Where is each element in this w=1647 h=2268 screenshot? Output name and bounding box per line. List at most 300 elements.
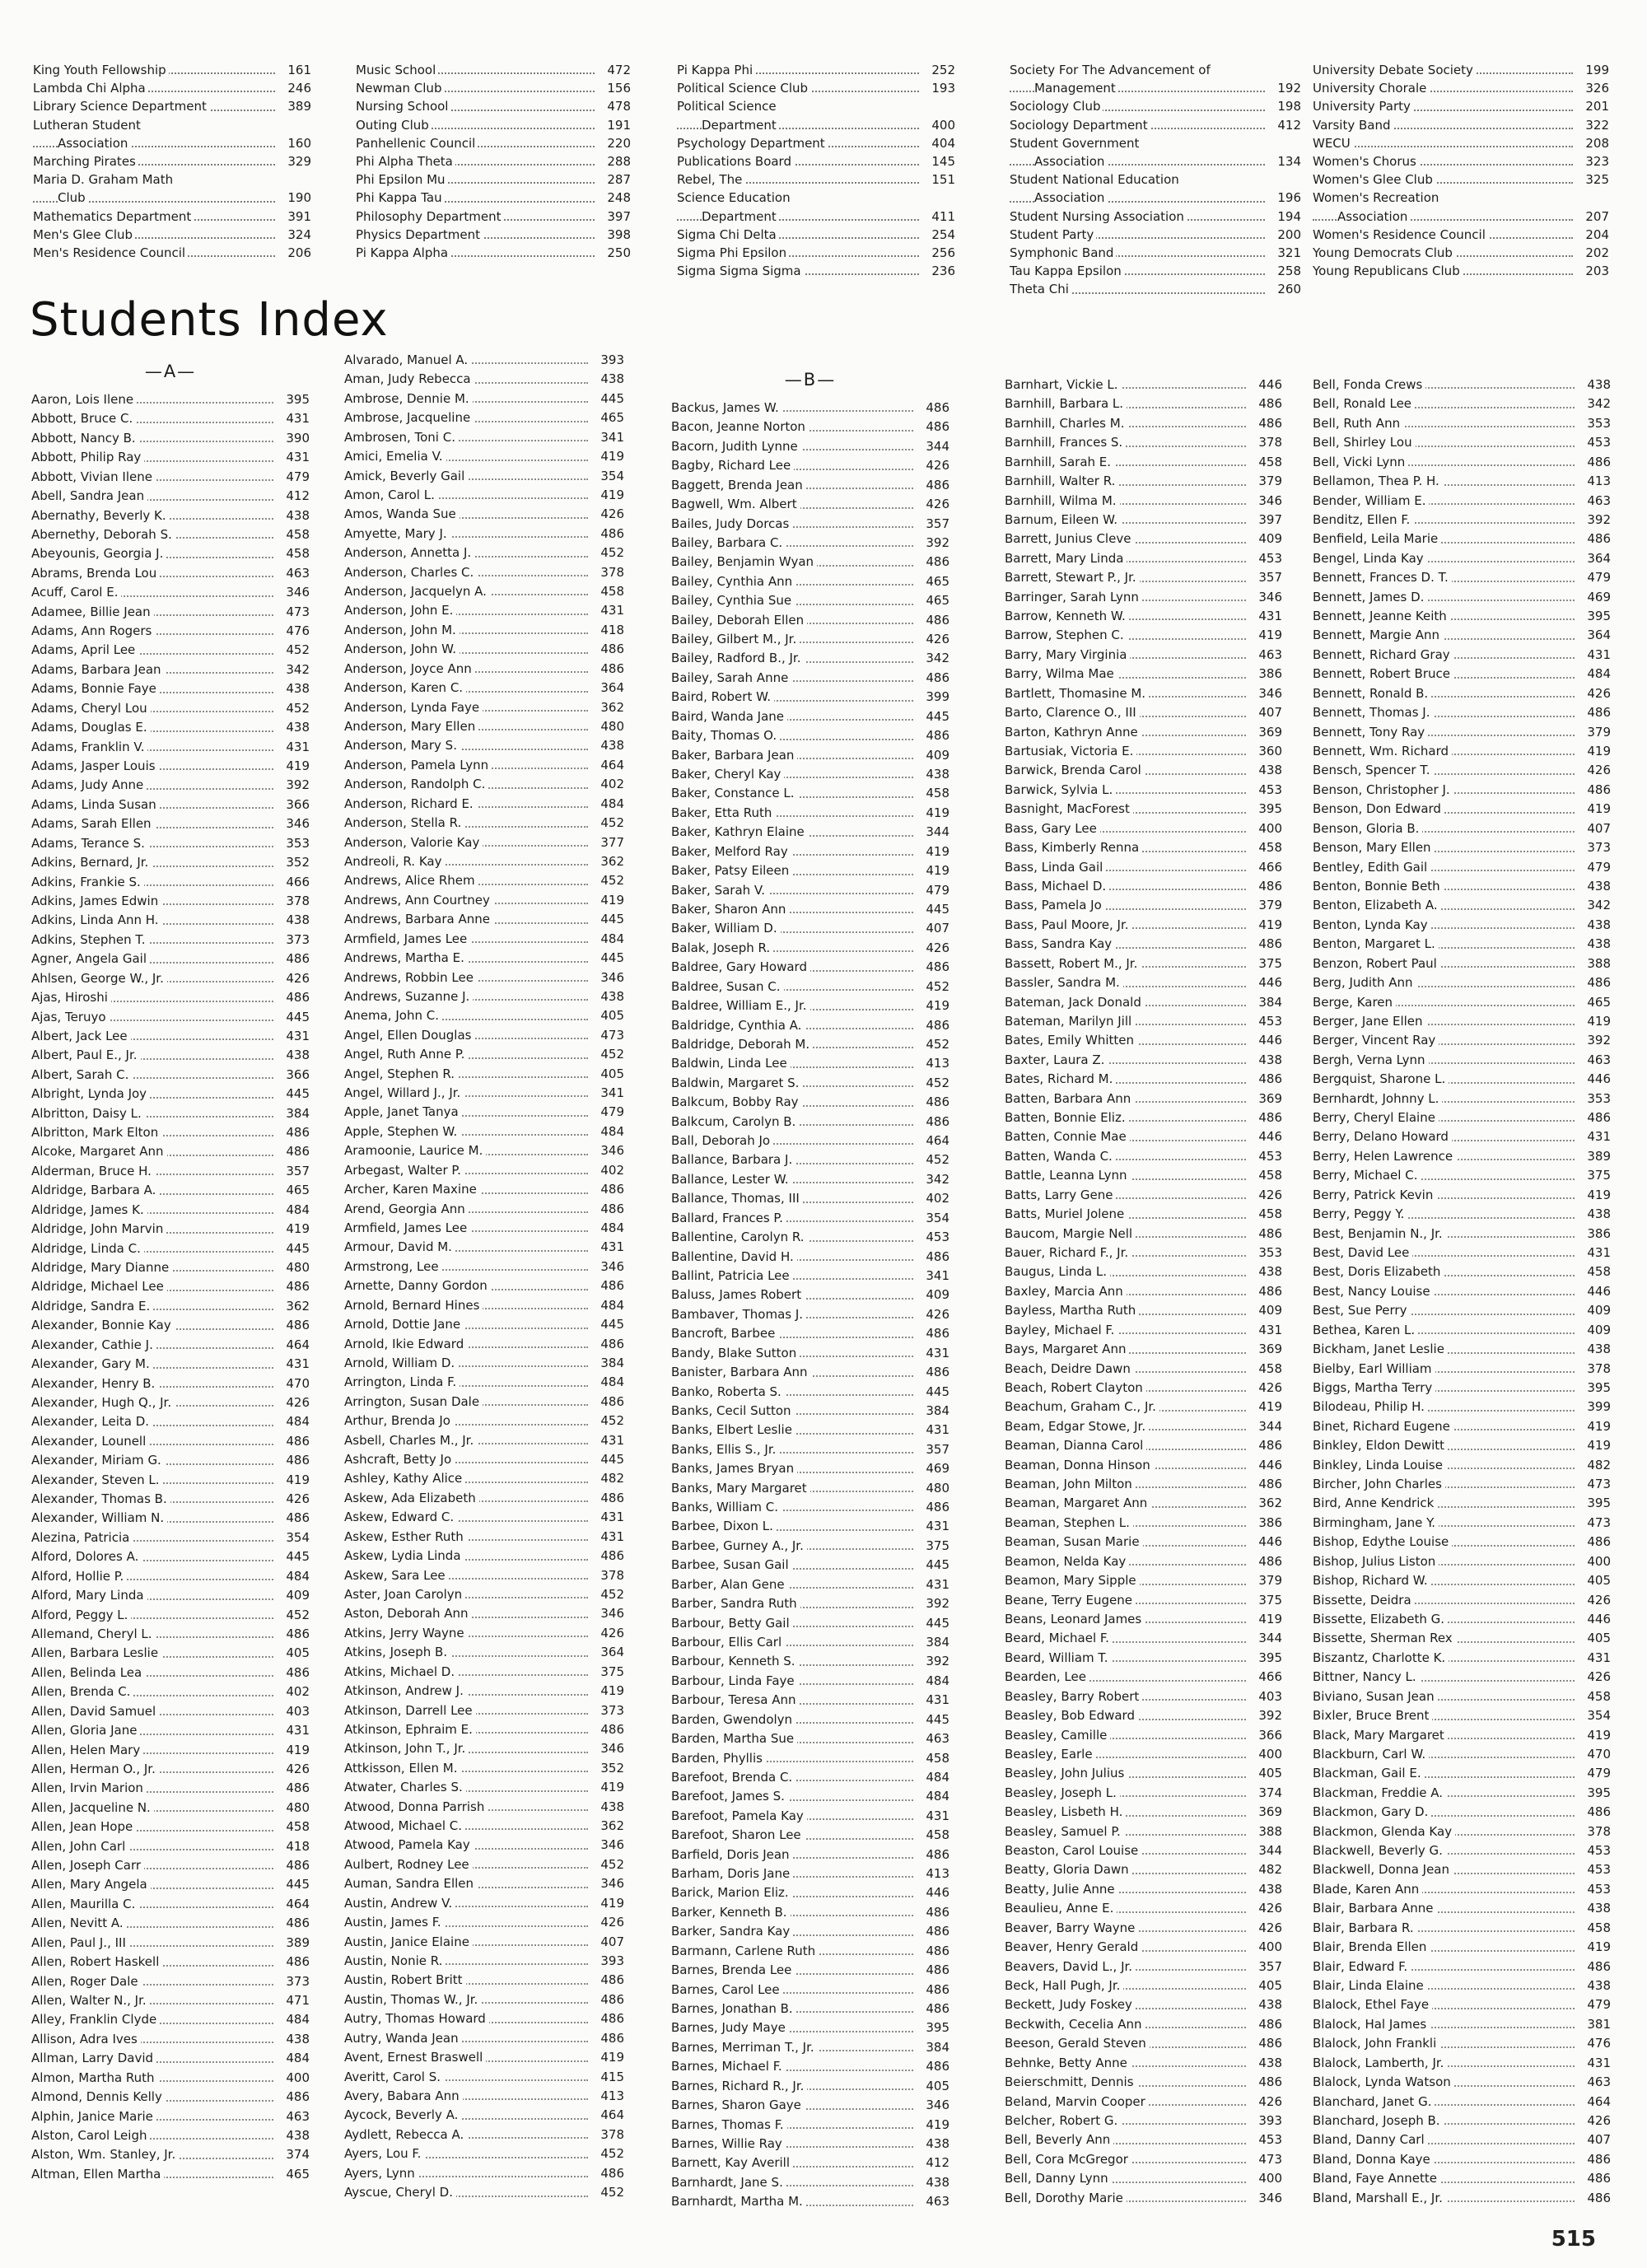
student-name: Anderson, Lynda Faye bbox=[344, 700, 483, 715]
index-entry bbox=[344, 1219, 624, 1238]
student-page: 445 bbox=[923, 1614, 949, 1633]
student-page: 431 bbox=[923, 1575, 949, 1594]
index-entry bbox=[1313, 1591, 1611, 1610]
student-page: 419 bbox=[923, 996, 949, 1015]
org-entry bbox=[1010, 79, 1301, 97]
index-entry bbox=[671, 418, 949, 436]
student-name: Blalock, Hal James bbox=[1313, 2017, 1430, 2032]
org-entry bbox=[1010, 262, 1301, 280]
org-entry bbox=[356, 244, 631, 262]
index-entry bbox=[671, 1363, 949, 1382]
index-entry bbox=[344, 2183, 624, 2202]
org-entry bbox=[1010, 116, 1301, 134]
student-page: 446 bbox=[1256, 1533, 1282, 1552]
student-page: 426 bbox=[1256, 1899, 1282, 1918]
student-page: 486 bbox=[1256, 1225, 1282, 1244]
index-entry bbox=[671, 476, 949, 495]
index-entry bbox=[1005, 742, 1282, 761]
student-name: Alexander, Thomas B. bbox=[31, 1491, 170, 1506]
student-name: Berry, Patrick Kevin bbox=[1313, 1188, 1436, 1202]
student-name: Aman, Judy Rebecca bbox=[344, 371, 474, 386]
index-entry bbox=[344, 1065, 624, 1084]
index-entry bbox=[1313, 2015, 1611, 2034]
student-page: 362 bbox=[598, 1817, 624, 1836]
student-name: Best, Nancy Louise bbox=[1313, 1284, 1434, 1299]
org-page: 193 bbox=[931, 79, 955, 97]
index-entry bbox=[344, 1508, 624, 1527]
student-name: Arend, Georgia Ann bbox=[344, 1202, 469, 1216]
index-entry bbox=[1313, 1668, 1611, 1687]
org-name: Panhellenic Council bbox=[356, 136, 478, 151]
student-name: Blackmon, Gary D. bbox=[1313, 1804, 1431, 1819]
index-entry bbox=[1313, 1571, 1611, 1590]
index-entry bbox=[671, 1344, 949, 1363]
student-page: 431 bbox=[923, 1344, 949, 1363]
student-name: Abbott, Philip Ray bbox=[31, 450, 144, 464]
index-entry bbox=[344, 1817, 624, 1836]
student-page: 463 bbox=[283, 2107, 310, 2126]
index-entry bbox=[344, 814, 624, 833]
student-page: 486 bbox=[923, 1942, 949, 1961]
index-entry bbox=[1005, 549, 1282, 568]
student-page: 446 bbox=[1584, 1070, 1611, 1089]
index-entry bbox=[344, 1122, 624, 1141]
org-name: Varsity Band bbox=[1313, 118, 1393, 133]
student-page: 484 bbox=[598, 930, 624, 949]
student-page: 431 bbox=[598, 1238, 624, 1257]
student-name: Bennett, Frances D. T. bbox=[1313, 570, 1452, 585]
index-entry bbox=[1313, 1090, 1611, 1108]
student-name: Bassett, Robert M., Jr. bbox=[1005, 956, 1141, 971]
index-entry bbox=[31, 2165, 310, 2184]
index-entry bbox=[1005, 2189, 1282, 2208]
org-name: University Debate Society bbox=[1313, 63, 1476, 77]
student-name: Baldwin, Linda Lee bbox=[671, 1056, 791, 1071]
student-page: 484 bbox=[923, 1768, 949, 1787]
index-entry bbox=[1005, 1668, 1282, 1687]
student-name: Bissette, Sherman Rex bbox=[1313, 1631, 1456, 1645]
student-name: Avery, Babara Ann bbox=[344, 2088, 463, 2103]
student-name: Bartusiak, Victoria E. bbox=[1005, 744, 1136, 758]
student-page: 395 bbox=[1584, 1494, 1611, 1513]
index-entry bbox=[31, 1586, 310, 1605]
index-entry bbox=[344, 833, 624, 852]
index-entry bbox=[1005, 1995, 1282, 2014]
student-name: Armstrong, Lee bbox=[344, 1259, 442, 1274]
index-entry bbox=[671, 1074, 949, 1093]
student-page: 431 bbox=[598, 601, 624, 620]
org-page: 324 bbox=[287, 226, 311, 244]
student-page: 445 bbox=[923, 1383, 949, 1402]
student-page: 438 bbox=[598, 736, 624, 755]
student-page: 431 bbox=[283, 738, 310, 757]
index-entry bbox=[1313, 1552, 1611, 1571]
student-page: 364 bbox=[1584, 626, 1611, 645]
index-entry bbox=[31, 1336, 310, 1355]
student-page: 473 bbox=[283, 603, 310, 622]
index-entry bbox=[1005, 1803, 1282, 1822]
index-entry bbox=[1005, 433, 1282, 452]
student-name: Beasley, Camille bbox=[1005, 1728, 1110, 1743]
student-name: Bailey, Cynthia Sue bbox=[671, 593, 795, 608]
student-name: Berge, Karen bbox=[1313, 995, 1396, 1010]
student-name: Beland, Marvin Cooper bbox=[1005, 2094, 1149, 2109]
index-entry bbox=[344, 1200, 624, 1219]
student-page: 446 bbox=[1256, 1127, 1282, 1146]
student-page: 412 bbox=[923, 2154, 949, 2172]
student-name: Baxter, Laura Z. bbox=[1005, 1052, 1108, 1067]
index-entry bbox=[1313, 973, 1611, 992]
student-page: 366 bbox=[283, 796, 310, 814]
index-entry bbox=[1005, 1090, 1282, 1108]
student-page: 395 bbox=[1256, 1649, 1282, 1668]
index-entry bbox=[31, 2107, 310, 2126]
student-page: 452 bbox=[923, 978, 949, 996]
student-name: Baker, William D. bbox=[671, 921, 781, 936]
student-name: Barnes, Merriman T., Jr. bbox=[671, 2040, 818, 2055]
student-page: 486 bbox=[598, 1720, 624, 1739]
student-name: Alley, Franklin Clyde bbox=[31, 2012, 160, 2027]
student-name: Alexander, Miriam G. bbox=[31, 1453, 165, 1468]
index-entry bbox=[31, 1142, 310, 1161]
student-page: 354 bbox=[598, 467, 624, 486]
student-name: Beach, Robert Clayton bbox=[1005, 1380, 1146, 1395]
org-entry bbox=[33, 134, 311, 152]
student-page: 402 bbox=[923, 1189, 949, 1208]
student-page: 438 bbox=[283, 679, 310, 698]
student-name: Beane, Terry Eugene bbox=[1005, 1593, 1136, 1608]
student-page: 386 bbox=[1256, 665, 1282, 684]
index-entry bbox=[31, 1181, 310, 1200]
index-entry bbox=[344, 1547, 624, 1566]
student-name: Arrington, Linda F. bbox=[344, 1374, 460, 1389]
index-entry bbox=[1005, 954, 1282, 973]
student-page: 438 bbox=[1584, 935, 1611, 954]
index-entry bbox=[671, 996, 949, 1015]
org-entry bbox=[677, 244, 955, 262]
index-entry bbox=[1005, 1301, 1282, 1320]
student-page: 438 bbox=[923, 2173, 949, 2192]
student-page: 473 bbox=[1584, 1514, 1611, 1533]
student-name: Barwick, Sylvia L. bbox=[1005, 782, 1116, 797]
org-page: 256 bbox=[931, 244, 955, 262]
student-page: 458 bbox=[923, 1826, 949, 1845]
student-page: 378 bbox=[598, 2126, 624, 2144]
student-page: 446 bbox=[923, 1883, 949, 1902]
student-name: Allen, Barbara Leslie bbox=[31, 1645, 161, 1660]
student-page: 445 bbox=[923, 707, 949, 726]
student-name: Berger, Vincent Ray bbox=[1313, 1033, 1439, 1048]
student-name: Baker, Patsy Eileen bbox=[671, 863, 792, 878]
student-page: 373 bbox=[283, 1972, 310, 1991]
org-entry bbox=[356, 79, 631, 97]
student-page: 486 bbox=[598, 1990, 624, 2009]
index-entry bbox=[1313, 1976, 1611, 1995]
student-page: 438 bbox=[1256, 1051, 1282, 1070]
student-name: Blalock, Lynda Watson bbox=[1313, 2074, 1454, 2089]
student-name: Bell, Beverly Ann bbox=[1005, 2132, 1113, 2147]
index-entry bbox=[31, 1277, 310, 1296]
org-page: 329 bbox=[287, 152, 311, 170]
index-entry bbox=[1313, 703, 1611, 722]
student-page: 453 bbox=[1256, 781, 1282, 800]
student-page: 445 bbox=[598, 910, 624, 929]
student-name: Beard, Michael F. bbox=[1005, 1631, 1113, 1645]
org-page: 287 bbox=[607, 170, 631, 189]
student-page: 357 bbox=[1256, 568, 1282, 587]
student-name: Barnhart, Vickie L. bbox=[1005, 377, 1122, 392]
org-entry bbox=[356, 152, 631, 170]
student-page: 445 bbox=[923, 1710, 949, 1729]
index-entry bbox=[1005, 1649, 1282, 1668]
student-page: 412 bbox=[283, 487, 310, 506]
student-name: Balkcum, Carolyn B. bbox=[671, 1114, 799, 1129]
index-entry bbox=[344, 1855, 624, 1874]
student-page: 484 bbox=[923, 1787, 949, 1806]
student-name: Allen, Nevitt A. bbox=[31, 1916, 127, 1930]
student-name: Biszantz, Charlotte K. bbox=[1313, 1650, 1449, 1665]
student-name: Bays, Margaret Ann bbox=[1005, 1342, 1129, 1356]
student-name: Aldridge, Barbara A. bbox=[31, 1183, 159, 1197]
index-entry bbox=[1005, 1958, 1282, 1976]
student-page: 453 bbox=[1256, 1147, 1282, 1166]
student-name: Barnes, Judy Maye bbox=[671, 2020, 789, 2035]
student-page: 419 bbox=[598, 1682, 624, 1701]
index-entry bbox=[31, 1875, 310, 1894]
student-name: Atkinson, Andrew J. bbox=[344, 1683, 467, 1698]
student-name: Banks, Ellis S., Jr. bbox=[671, 1442, 779, 1457]
org-entry bbox=[356, 134, 631, 152]
index-entry bbox=[1005, 1262, 1282, 1281]
student-name: Aulbert, Rodney Lee bbox=[344, 1857, 473, 1872]
student-name: Barnes, Sharon Gaye bbox=[671, 2098, 805, 2112]
student-name: Blair, Brenda Ellen bbox=[1313, 1939, 1430, 1954]
org-entry bbox=[677, 170, 955, 189]
student-name: Bailey, Radford B., Jr. bbox=[671, 651, 805, 665]
student-name: Acuff, Carol E. bbox=[31, 585, 121, 600]
org-entry bbox=[33, 61, 311, 79]
student-page: 486 bbox=[923, 1113, 949, 1132]
index-entry bbox=[1313, 2112, 1611, 2130]
index-column bbox=[1313, 376, 1611, 2208]
index-entry bbox=[344, 1933, 624, 1952]
student-name: Bergh, Verna Lynn bbox=[1313, 1052, 1429, 1067]
student-page: 486 bbox=[923, 553, 949, 572]
org-name: Publications Board bbox=[677, 154, 794, 169]
student-name: Anderson, Pamela Lynn bbox=[344, 758, 492, 772]
student-page: 426 bbox=[598, 1624, 624, 1643]
student-name: Bell, Cora McGregor bbox=[1005, 2152, 1131, 2167]
student-name: Bender, William E. bbox=[1313, 493, 1429, 508]
student-page: 484 bbox=[923, 1672, 949, 1691]
student-name: Atwood, Donna Parrish bbox=[344, 1799, 488, 1814]
student-page: 484 bbox=[283, 1201, 310, 1220]
student-page: 409 bbox=[1256, 1301, 1282, 1320]
student-name: Blair, Edward F. bbox=[1313, 1959, 1411, 1974]
org-name: Sigma Sigma Sigma bbox=[677, 264, 804, 278]
student-name: Battle, Leanna Lynn bbox=[1005, 1168, 1131, 1183]
student-name: Anderson, John E. bbox=[344, 603, 456, 618]
student-page: 373 bbox=[598, 1701, 624, 1720]
student-page: 486 bbox=[598, 1335, 624, 1354]
index-entry bbox=[671, 1286, 949, 1304]
student-name: Behnke, Betty Anne bbox=[1005, 2056, 1131, 2070]
index-entry bbox=[31, 1856, 310, 1875]
student-name: Beatty, Gloria Dawn bbox=[1005, 1862, 1132, 1877]
student-name: Andreoli, R. Kay bbox=[344, 854, 445, 869]
student-page: 419 bbox=[283, 1220, 310, 1239]
org-name: King Youth Fellowship bbox=[33, 63, 169, 77]
org-entry bbox=[356, 61, 631, 79]
index-entry bbox=[1313, 607, 1611, 626]
index-entry bbox=[671, 1324, 949, 1343]
index-entry bbox=[31, 1760, 310, 1779]
index-entry bbox=[31, 1412, 310, 1431]
index-entry bbox=[344, 1624, 624, 1643]
student-name: Bambaver, Thomas J. bbox=[671, 1307, 806, 1322]
index-entry bbox=[31, 873, 310, 892]
org-name: Department bbox=[702, 209, 779, 224]
index-entry bbox=[1313, 1899, 1611, 1918]
student-page: 431 bbox=[923, 1691, 949, 1710]
index-entry bbox=[671, 1787, 949, 1806]
student-name: Barden, Phyllis bbox=[671, 1751, 766, 1766]
index-entry bbox=[1005, 2130, 1282, 2149]
student-page: 419 bbox=[283, 1741, 310, 1760]
index-entry bbox=[344, 1663, 624, 1682]
index-entry bbox=[344, 582, 624, 601]
student-name: Batts, Larry Gene bbox=[1005, 1188, 1116, 1202]
student-page: 419 bbox=[923, 2116, 949, 2135]
index-entry bbox=[1313, 954, 1611, 973]
student-page: 438 bbox=[1584, 376, 1611, 394]
student-name: Ashley, Kathy Alice bbox=[344, 1471, 465, 1486]
student-page: 342 bbox=[923, 649, 949, 668]
index-entry bbox=[671, 939, 949, 958]
index-entry bbox=[31, 931, 310, 950]
student-page: 431 bbox=[1584, 2054, 1611, 2073]
index-entry bbox=[31, 506, 310, 525]
student-name: Atwater, Charles S. bbox=[344, 1780, 466, 1794]
student-name: Austin, Andrew V. bbox=[344, 1896, 455, 1911]
student-page: 438 bbox=[283, 506, 310, 525]
student-name: Aldridge, James K. bbox=[31, 1202, 147, 1217]
index-entry bbox=[1313, 1051, 1611, 1070]
student-page: 452 bbox=[598, 1045, 624, 1064]
student-page: 486 bbox=[923, 1922, 949, 1941]
index-entry bbox=[31, 603, 310, 622]
student-page: 486 bbox=[598, 640, 624, 659]
student-page: 486 bbox=[1584, 2189, 1611, 2208]
student-name: Baxley, Marcia Ann bbox=[1005, 1284, 1127, 1299]
student-page: 479 bbox=[1584, 568, 1611, 587]
student-name: Anderson, John W. bbox=[344, 642, 460, 656]
index-entry bbox=[1313, 781, 1611, 800]
student-page: 415 bbox=[598, 2068, 624, 2087]
student-page: 431 bbox=[598, 1528, 624, 1547]
student-name: Atwood, Pamela Kay bbox=[344, 1837, 474, 1852]
student-page: 484 bbox=[283, 1412, 310, 1431]
index-entry bbox=[1313, 1919, 1611, 1938]
student-page: 346 bbox=[1256, 2189, 1282, 2208]
student-page: 418 bbox=[283, 1837, 310, 1856]
index-entry bbox=[1005, 684, 1282, 703]
student-page: 486 bbox=[283, 950, 310, 968]
student-name: Alford, Peggy L. bbox=[31, 1608, 131, 1622]
index-entry bbox=[1005, 1186, 1282, 1205]
student-name: Beckett, Judy Foskey bbox=[1005, 1997, 1136, 2012]
index-entry bbox=[31, 1567, 310, 1586]
index-entry bbox=[671, 1267, 949, 1286]
student-page: 419 bbox=[598, 486, 624, 505]
org-name: Sigma Chi Delta bbox=[677, 227, 779, 242]
index-entry bbox=[671, 2173, 949, 2192]
index-entry bbox=[344, 390, 624, 408]
index-entry bbox=[1313, 1745, 1611, 1764]
student-page: 445 bbox=[283, 1008, 310, 1027]
index-entry bbox=[344, 1874, 624, 1893]
index-entry bbox=[344, 1373, 624, 1392]
student-name: Benditz, Ellen F. bbox=[1313, 512, 1413, 527]
org-name: Symphonic Band bbox=[1010, 245, 1116, 260]
student-page: 378 bbox=[283, 892, 310, 911]
student-page: 431 bbox=[923, 1421, 949, 1440]
student-page: 379 bbox=[1256, 896, 1282, 915]
student-name: Blackmon, Glenda Kay bbox=[1313, 1824, 1455, 1839]
student-page: 426 bbox=[598, 1913, 624, 1932]
student-page: 379 bbox=[1256, 472, 1282, 491]
student-page: 452 bbox=[923, 1074, 949, 1093]
student-name: Barefoot, Brenda C. bbox=[671, 1770, 796, 1785]
org-entry bbox=[33, 116, 311, 134]
index-entry bbox=[31, 814, 310, 833]
student-page: 431 bbox=[1584, 1127, 1611, 1146]
student-name: Alford, Dolores A. bbox=[31, 1549, 142, 1564]
student-name: Adkins, Bernard, Jr. bbox=[31, 855, 152, 870]
index-entry bbox=[1005, 2034, 1282, 2053]
org-entry bbox=[677, 262, 955, 280]
index-entry bbox=[671, 1614, 949, 1633]
index-entry bbox=[1005, 1070, 1282, 1089]
student-name: Barry, Mary Virginia bbox=[1005, 647, 1130, 662]
index-entry bbox=[1005, 414, 1282, 433]
student-page: 452 bbox=[923, 1150, 949, 1169]
student-name: Asbell, Charles M., Jr. bbox=[344, 1433, 477, 1448]
index-entry bbox=[671, 1768, 949, 1787]
student-page: 476 bbox=[1584, 2034, 1611, 2053]
student-name: Atwood, Michael C. bbox=[344, 1818, 465, 1833]
student-name: Allen, Robert Haskell bbox=[31, 1954, 162, 1969]
student-name: Bailey, Gilbert M., Jr. bbox=[671, 632, 800, 646]
index-entry bbox=[344, 505, 624, 524]
student-name: Amick, Beverly Gail bbox=[344, 469, 468, 483]
index-entry bbox=[671, 978, 949, 996]
index-entry bbox=[1005, 1398, 1282, 1416]
student-page: 438 bbox=[1584, 877, 1611, 896]
student-name: Barefoot, James S. bbox=[671, 1789, 788, 1804]
index-entry bbox=[1313, 394, 1611, 413]
student-name: Arnold, Dottie Jane bbox=[344, 1317, 464, 1332]
student-name: Bateman, Marilyn Jill bbox=[1005, 1014, 1135, 1029]
student-page: 399 bbox=[1584, 1398, 1611, 1416]
student-page: 480 bbox=[598, 717, 624, 736]
index-entry bbox=[671, 1883, 949, 1902]
org-entry bbox=[1010, 134, 1301, 152]
student-page: 458 bbox=[1584, 1687, 1611, 1706]
index-entry bbox=[31, 1046, 310, 1065]
index-entry bbox=[1005, 1860, 1282, 1879]
student-name: Beaman, Stephen L. bbox=[1005, 1515, 1133, 1530]
